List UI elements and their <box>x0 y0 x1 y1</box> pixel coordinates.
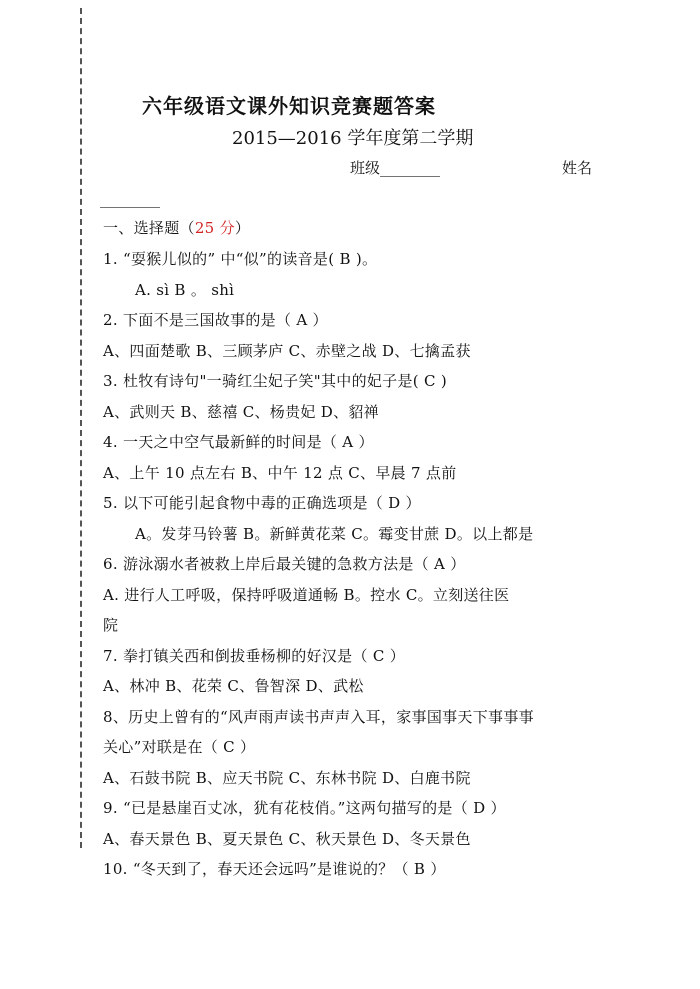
question-line: 8、历史上曾有的“风声雨声读书声声入耳，家事国事天下事事事 <box>103 707 534 726</box>
name-label: 姓名 <box>562 159 593 177</box>
question-line: 4. 一天之中空气最新鲜的时间是（ A ） <box>103 433 374 451</box>
question-line: A、四面楚歌 B、三顾茅庐 C、赤壁之战 D、七擒孟获 <box>103 341 471 360</box>
question-line: 1. “耍猴儿似的” 中“似”的读音是( B )。 <box>103 250 378 268</box>
question-line: 7. 拳打镇关西和倒拔垂杨柳的好汉是（ C ） <box>103 646 405 665</box>
question-line: A、武则天 B、慈禧 C、杨贵妃 D、貂禅 <box>103 402 379 421</box>
section-suffix: ） <box>234 219 251 237</box>
question-line: 5. 以下可能引起食物中毒的正确选项是（ D ） <box>103 494 421 512</box>
question-line: 院 <box>103 616 119 634</box>
question-line: 10. “冬天到了，春天还会远吗”是谁说的？（ B ） <box>103 860 446 878</box>
question-line: A. sì B 。 shì <box>135 280 235 299</box>
class-field: 班级________ <box>350 159 441 177</box>
page-subtitle: 2015—2016 学年度第二学期 <box>232 128 474 149</box>
question-line: A、林冲 B、花荣 C、鲁智深 D、武松 <box>103 677 364 695</box>
question-line: 2. 下面不是三国故事的是（ A ） <box>103 311 328 329</box>
question-line: A、上午 10 点左右 B、中午 12 点 C、早晨 7 点前 <box>103 463 457 482</box>
section-score: 25 分 <box>194 219 235 237</box>
question-line: A、春天景色 B、夏天景色 C、秋天景色 D、冬天景色 <box>103 829 471 848</box>
section-heading <box>103 217 250 238</box>
question-line: A。发芽马铃薯 B。新鲜黄花菜 C。霉变甘蔗 D。以上都是 <box>135 524 534 543</box>
question-line: 9. “已是悬崖百丈冰，犹有花枝俏。”这两句描写的是（ D ） <box>103 799 506 817</box>
section-prefix: 一、选择题（ <box>103 219 195 237</box>
question-line: 关心”对联是在（ C ） <box>103 738 256 756</box>
question-line: 3. 杜牧有诗句"一骑红尘妃子笑"其中的妃子是( C ) <box>103 372 447 390</box>
page-title: 六年级语文课外知识竞赛题答案 <box>142 94 436 118</box>
question-line: 6. 游泳溺水者被救上岸后最关键的急救方法是（ A ） <box>103 555 466 573</box>
question-line: A. 进行人工呼吸，保持呼吸道通畅 B。控水 C。立刻送往医 <box>103 585 510 604</box>
binding-margin-line <box>80 8 82 848</box>
name-blank: ________ <box>100 190 160 208</box>
question-line: A、石鼓书院 B、应天书院 C、东林书院 D、白鹿书院 <box>103 768 471 787</box>
